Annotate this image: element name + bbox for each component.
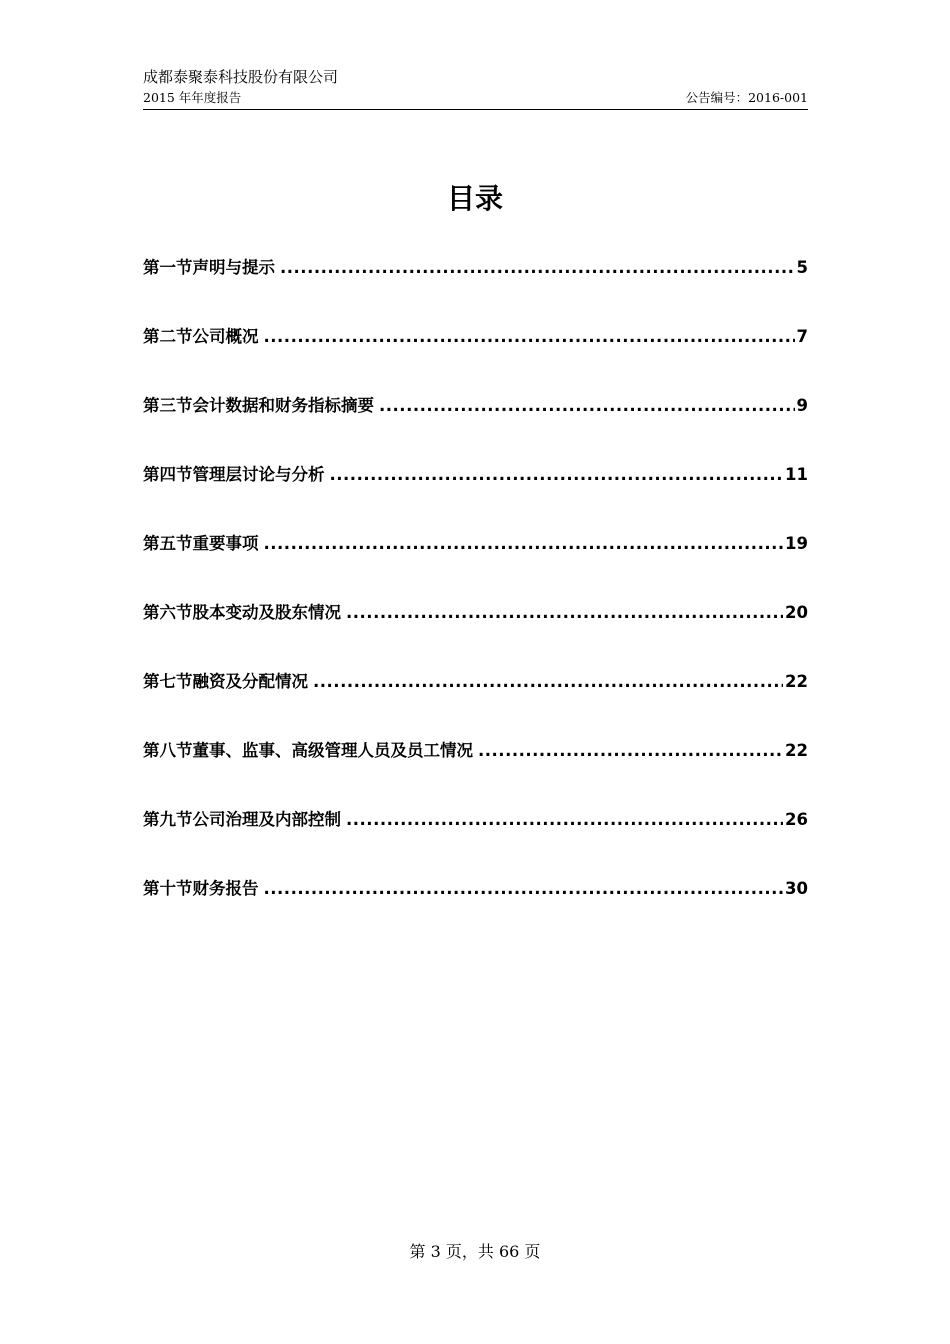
toc-entry-8[interactable] (143, 739, 808, 808)
toc-leader-dots (346, 808, 783, 832)
toc-entry-3[interactable] (143, 394, 808, 463)
toc-entry-6[interactable] (143, 601, 808, 670)
toc-leader-dots (379, 394, 795, 418)
toc-entry-10[interactable] (143, 877, 808, 946)
header-divider (143, 109, 808, 110)
company-name: 成都泰聚泰科技股份有限公司 (143, 68, 339, 86)
toc-leader-dots (478, 739, 783, 763)
toc-entry-9[interactable] (143, 808, 808, 877)
toc-entry-page: 9 (796, 396, 808, 415)
toc-entry-label: 第十节财务报告 (143, 879, 259, 898)
toc-entry-label: 第三节会计数据和财务指标摘要 (143, 396, 374, 415)
toc-entry-label: 第五节重要事项 (143, 534, 259, 553)
toc-leader-dots (264, 325, 795, 349)
announcement-number: 公告编号：2016-001 (685, 90, 808, 105)
toc-leader-dots (264, 877, 784, 901)
toc-entry-7[interactable] (143, 670, 808, 739)
toc-entry-label: 第九节公司治理及内部控制 (143, 810, 341, 829)
report-title: 2015 年年度报告 (143, 90, 242, 105)
page-footer: 第 3 页，共 66 页 (409, 1242, 541, 1261)
toc-leader-dots (280, 256, 795, 280)
toc-entry-page: 19 (785, 534, 808, 553)
toc-leader-dots (346, 601, 783, 625)
toc-entry-label: 第六节股本变动及股东情况 (143, 603, 341, 622)
toc-entry-page: 20 (785, 603, 808, 622)
toc-entry-label: 第二节公司概况 (143, 327, 259, 346)
toc-entry-label: 第八节董事、监事、高级管理人员及员工情况 (143, 741, 473, 760)
table-of-contents (143, 256, 808, 946)
toc-entry-label: 第七节融资及分配情况 (143, 672, 308, 691)
page-header (143, 66, 808, 110)
toc-entry-1[interactable] (143, 256, 808, 325)
toc-leader-dots (313, 670, 783, 694)
toc-entry-page: 7 (796, 327, 808, 346)
toc-entry-page: 22 (785, 672, 808, 691)
header-row (143, 89, 808, 107)
toc-entry-label: 第四节管理层讨论与分析 (143, 465, 325, 484)
toc-entry-page: 22 (785, 741, 808, 760)
toc-entry-5[interactable] (143, 532, 808, 601)
toc-entry-label: 第一节声明与提示 (143, 258, 275, 277)
toc-entry-page: 11 (785, 465, 808, 484)
toc-entry-page: 26 (785, 810, 808, 829)
toc-leader-dots (330, 463, 784, 487)
toc-title: 目录 (446, 182, 503, 215)
toc-entry-page: 30 (785, 879, 808, 898)
toc-entry-2[interactable] (143, 325, 808, 394)
toc-entry-4[interactable] (143, 463, 808, 532)
toc-leader-dots (264, 532, 784, 556)
toc-entry-page: 5 (796, 258, 808, 277)
